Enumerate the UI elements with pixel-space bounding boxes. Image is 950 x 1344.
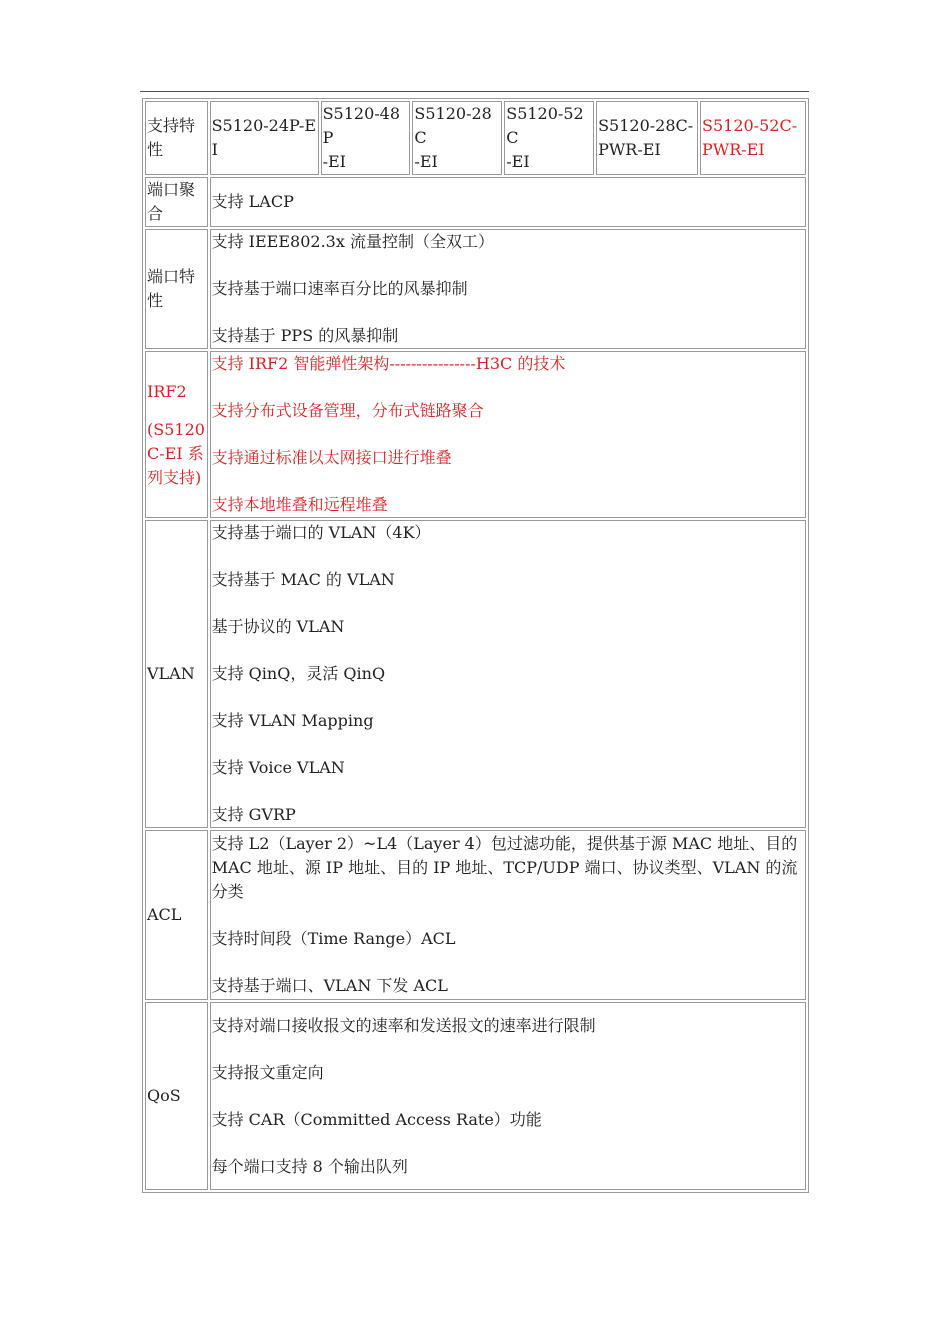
switch-spec-table [142,98,809,1193]
model-cell-s5120-52c-ei: S5120-52C -EI [504,101,594,175]
row-label-port-aggregation: 端口聚合 [145,177,208,227]
row-content-acl: 支持 L2（Layer 2）~L4（Layer 4）包过滤功能，提供基于源 MAC 地址、目的 MAC 地址、源 IP 地址、目的 IP 地址、TCP/UDP 端口、协议类型、VLAN 的流分类 支持时间段（Time Range）ACL 支持基于端口、VLAN 下发 ACL [210,830,806,1000]
row-content-vlan: 支持基于端口的 VLAN（4K） 支持基于 MAC 的 VLAN 基于协议的 VLAN 支持 QinQ，灵活 QinQ 支持 VLAN Mapping 支持 Voice VLAN 支持 GVRP [210,520,806,828]
row-label-irf2: IRF2 (S5120 C-EI 系列支持) [145,351,208,518]
row-content-irf2: 支持 IRF2 智能弹性架构----------------H3C 的技术 支持分布式设备管理，分布式链路聚合 支持通过标准以太网接口进行堆叠 支持本地堆叠和远程堆叠 [210,351,806,518]
row-content-port-aggregation: 支持 LACP [210,177,806,227]
row-label-qos: QoS [145,1002,208,1190]
model-cell-s5120-24p-ei: S5120-24P-E I [210,101,319,175]
top-rule [140,91,809,92]
row-label-vlan: VLAN [145,520,208,828]
row-content-port-features: 支持 IEEE802.3x 流量控制（全双工） 支持基于端口速率百分比的风暴抑制 支持基于 PPS 的风暴抑制 [210,229,806,349]
model-cell-s5120-52c-pwr-ei: S5120-52C- PWR-EI [700,101,806,175]
model-cell-s5120-28c-pwr-ei: S5120-28C- PWR-EI [596,101,698,175]
table-row-qos [145,1002,806,1190]
table-row-vlan [145,520,806,828]
row-label-port-features: 端口特性 [145,229,208,349]
row-label-acl: ACL [145,830,208,1000]
feature-header-cell: 支持特性 [145,101,208,175]
table-row-irf2 [145,351,806,518]
table-row-header [145,101,806,175]
table-row-acl [145,830,806,1000]
model-cell-s5120-48p-ei: S5120-48P -EI [321,101,411,175]
row-content-qos: 支持对端口接收报文的速率和发送报文的速率进行限制 支持报文重定向 支持 CAR（Committed Access Rate）功能 每个端口支持 8 个输出队列 [210,1002,806,1190]
model-cell-s5120-28c-ei: S5120-28C -EI [412,101,502,175]
table-row-port-aggregation [145,177,806,227]
table-row-port-features [145,229,806,349]
